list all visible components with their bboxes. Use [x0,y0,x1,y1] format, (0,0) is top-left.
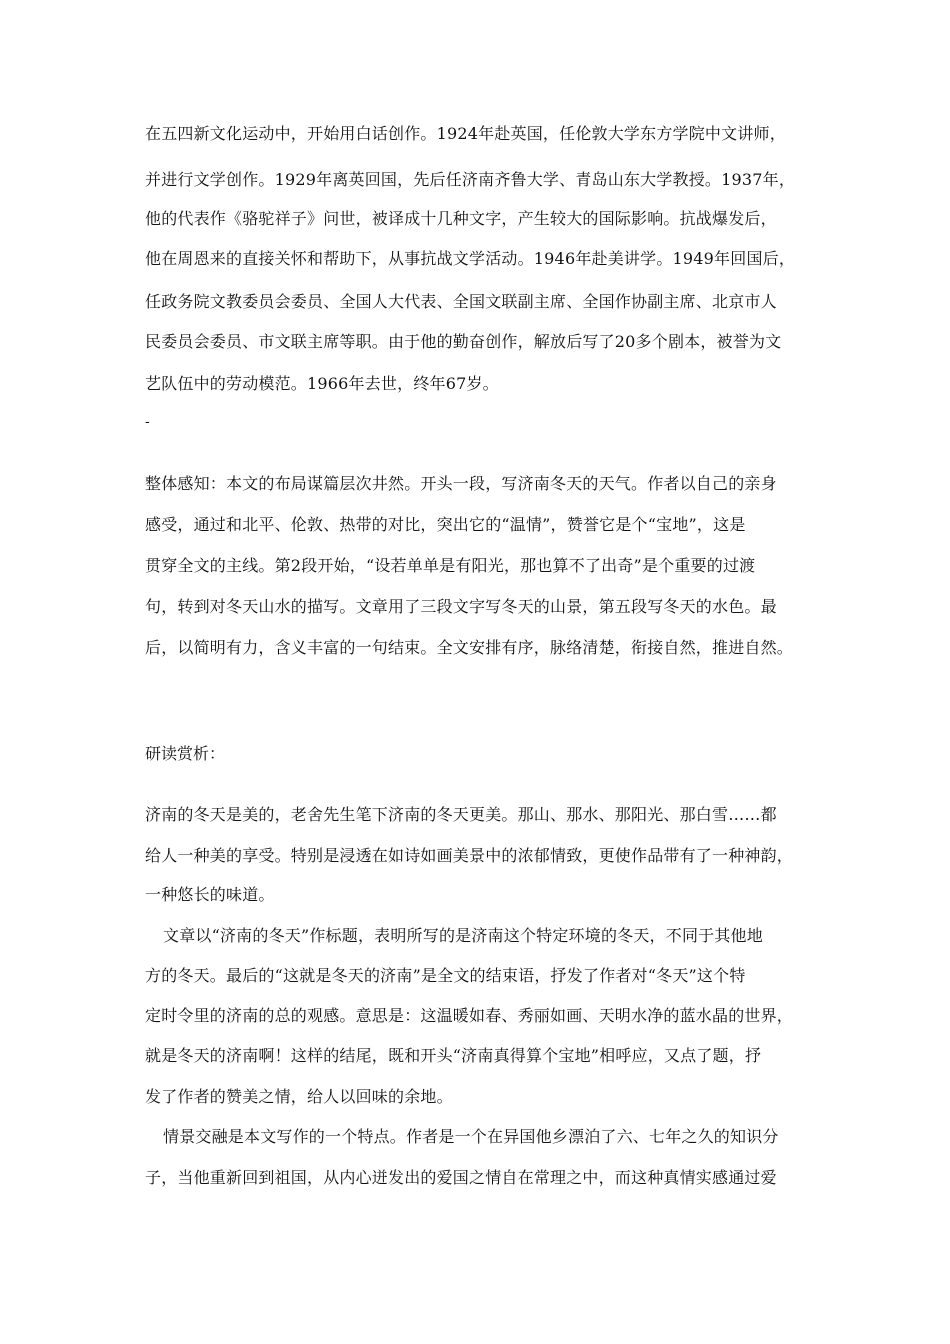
biography-line: 他的代表作《骆驼祥子》问世，被译成十几种文字，产生较大的国际影响。抗战爆发后， [145,209,777,228]
analysis-line: 子，当他重新回到祖国，从内心迸发出的爱国之情自在常理之中，而这种真情实感通过爱 [145,1168,777,1187]
biography-line: 任政务院文教委员会委员、全国人大代表、全国文联副主席、全国作协副主席、北京市人 [145,292,777,311]
analysis-line: 文章以“济南的冬天”作标题，表明所写的是济南这个特定环境的冬天，不同于其他地 [163,926,763,945]
analysis-line: 济南的冬天是美的，老舍先生笔下济南的冬天更美。那山、那水、那阳光、那白雪……都 [145,805,777,824]
analysis-line: 发了作者的赞美之情，给人以回味的余地。 [145,1087,453,1106]
biography-line: 在五四新文化运动中，开始用白话创作。1924年赴英国，任伦敦大学东方学院中文讲师， [145,124,786,143]
analysis-line: 情景交融是本文写作的一个特点。作者是一个在异国他乡漂泊了六、七年之久的知识分 [163,1127,779,1146]
analysis-line: 就是冬天的济南啊！这样的结尾，既和开头“济南真得算个宝地”相呼应，又点了题，抒 [145,1046,762,1065]
biography-line: 他在周恩来的直接关怀和帮助下，从事抗战文学活动。1946年赴美讲学。1949年回国后， [145,249,796,268]
overview-line: 整体感知：本文的布局谋篇层次井然。开头一段，写济南冬天的天气。作者以自己的亲身 [145,474,777,493]
analysis-line: 方的冬天。最后的“这就是冬天的济南”是全文的结束语，抒发了作者对“冬天”这个特 [145,966,746,985]
overview-line: 感受，通过和北平、伦敦、热带的对比，突出它的“温情”，赞誉它是个“宝地”，这是 [145,515,746,534]
biography-line: 艺队伍中的劳动模范。1966年去世，终年67岁。 [145,374,499,393]
biography-line: 并进行文学创作。1929年离英回国，先后任济南齐鲁大学、青岛山东大学教授。1937年， [145,170,796,189]
analysis-line: 给人一种美的享受。特别是浸透在如诗如画美景中的浓郁情致，更使作品带有了一种神韵， [145,846,794,865]
section-heading: 研读赏析： [145,744,226,763]
overview-line: 贯穿全文的主线。第2段开始，“设若单单是有阳光，那也算不了出奇”是个重要的过渡 [145,556,756,575]
analysis-line: 一种悠长的味道。 [145,885,275,904]
overview-line: 后，以简明有力，含义丰富的一句结束。全文安排有序，脉络清楚，衔接自然，推进自然。 [145,638,794,657]
biography-line: 民委员会委员、市文联主席等职。由于他的勤奋创作，解放后写了20多个剧本，被誉为文 [145,332,782,351]
overview-line: 句，转到对冬天山水的描写。文章用了三段文字写冬天的山景，第五段写冬天的水色。最 [145,597,777,616]
analysis-line: 定时令里的济南的总的观感。意思是：这温暖如春、秀丽如画、天明水净的蓝水晶的世界， [145,1006,794,1025]
separator-dash: - [145,414,150,430]
